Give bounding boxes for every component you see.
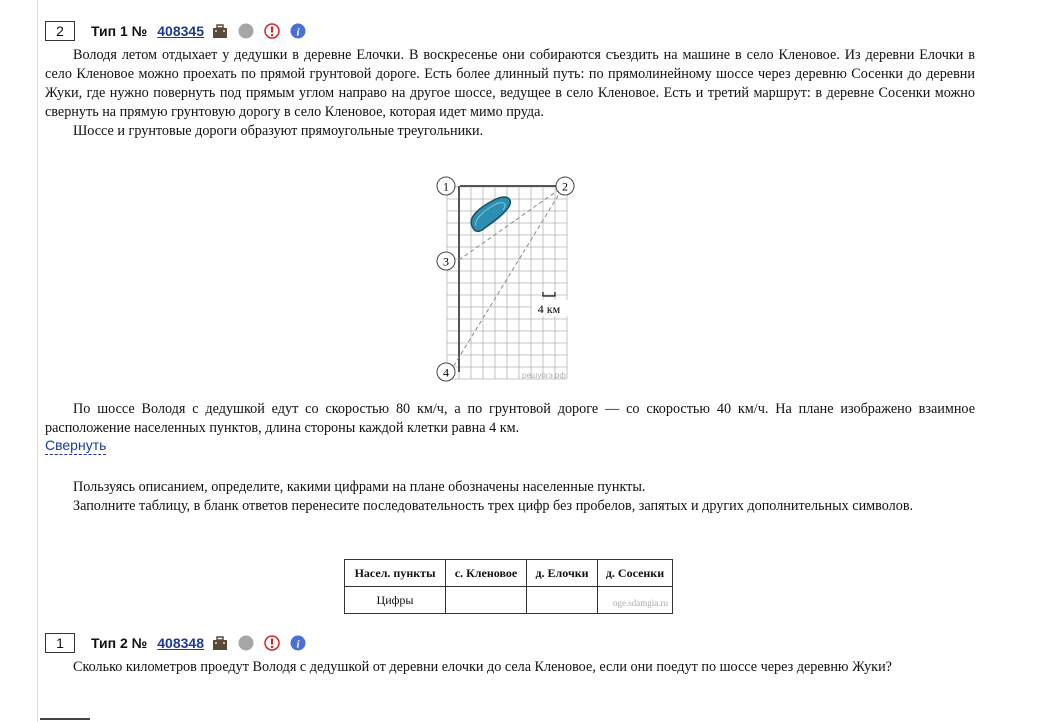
scale-label: 4 км bbox=[537, 302, 561, 316]
table-row bbox=[345, 587, 673, 614]
answer-number-box[interactable]: 1 bbox=[45, 633, 75, 653]
svg-text:i: i bbox=[296, 26, 300, 39]
grid bbox=[447, 187, 567, 379]
point-4 bbox=[437, 363, 455, 381]
task-paragraph: Пользуясь описанием, определите, какими цифрами на плане обозначены населенные пункты. bbox=[73, 479, 646, 495]
alert-icon[interactable] bbox=[264, 23, 280, 39]
task-paragraph: Володя летом отдыхает у дедушки в деревне Елочки. В воскресенье они собираются съездить на машине в село Кленовое. Из деревни Елочки в село Кленовое можно проехать по прямой грунтовой дороге. Есть более длинный путь: по прямолинейному шоссе через деревню Сосенки до деревни Жуки, где нужно повернуть под прямым углом направо на другое шоссе, ведущее в село Кленовое. Есть и третий маршрут: в деревне Сосенки можно свернуть на прямую грунтовую дорогу в село Кленовое, которая идет мимо пруда. bbox=[45, 47, 975, 120]
task-paragraph: Сколько километров проедут Володя с дедушкой от деревни елочки до села Кленовое, если они поедут по шоссе через деревню Жуки? bbox=[73, 659, 892, 675]
answer-cell-sosenki[interactable] bbox=[598, 587, 673, 614]
bottom-divider bbox=[40, 718, 90, 720]
svg-text:i: i bbox=[296, 638, 300, 651]
circle-icon[interactable] bbox=[238, 23, 254, 39]
table-watermark: oge.sdamgia.ru bbox=[613, 597, 668, 608]
map-figure bbox=[432, 172, 584, 384]
task-paragraph: Заполните таблицу, в бланк ответов перенесите последовательность трех цифр без пробелов, запятых и других дополнительных символов. bbox=[73, 498, 914, 514]
svg-text:2: 2 bbox=[562, 179, 568, 194]
briefcase-icon[interactable] bbox=[212, 23, 228, 39]
task-header bbox=[45, 632, 316, 654]
table-row-label: Цифры bbox=[345, 587, 446, 614]
answer-cell-klenovoe[interactable] bbox=[446, 587, 527, 614]
figure-watermark: решуогэ.рф bbox=[522, 371, 566, 380]
answer-cell-elochki[interactable] bbox=[527, 587, 598, 614]
point-1 bbox=[437, 177, 455, 195]
point-3 bbox=[437, 252, 455, 270]
left-rule bbox=[37, 0, 38, 722]
task-text bbox=[45, 400, 975, 438]
task-text bbox=[45, 658, 975, 677]
svg-text:1: 1 bbox=[443, 179, 449, 194]
task-text bbox=[45, 46, 975, 141]
briefcase-icon[interactable] bbox=[212, 635, 228, 651]
answer-table bbox=[344, 559, 673, 614]
task-text bbox=[45, 478, 975, 516]
task-type-label: Тип 2 № bbox=[91, 635, 148, 651]
point-2 bbox=[556, 177, 574, 195]
table-header-cell: Насел. пункты bbox=[345, 560, 446, 587]
circle-icon[interactable] bbox=[238, 635, 254, 651]
svg-text:4: 4 bbox=[443, 365, 449, 380]
info-icon[interactable] bbox=[290, 635, 306, 651]
svg-text:3: 3 bbox=[443, 254, 449, 269]
collapse-link[interactable]: Свернуть bbox=[45, 437, 107, 453]
pond bbox=[471, 197, 510, 231]
task-paragraph: По шоссе Володя с дедушкой едут со скоростью 80 км/ч, а по грунтовой дороге — со скоростью 40 км/ч. На плане изображено взаимное расположение населенных пунктов, длина стороны каждой клетки равна 4 км. bbox=[45, 401, 975, 436]
table-header-cell: д. Сосенки bbox=[598, 560, 673, 587]
table-header-cell: д. Елочки bbox=[527, 560, 598, 587]
task-type-label: Тип 1 № bbox=[91, 23, 148, 39]
task-paragraph: Шоссе и грунтовые дороги образуют прямоугольные треугольники. bbox=[73, 123, 484, 139]
info-icon[interactable] bbox=[290, 23, 306, 39]
table-header-cell: с. Кленовое bbox=[446, 560, 527, 587]
task-id-link[interactable]: 408348 bbox=[157, 635, 204, 651]
answer-number-box[interactable]: 2 bbox=[45, 21, 75, 41]
table-header-row bbox=[345, 560, 673, 587]
task-id-link[interactable]: 408345 bbox=[157, 23, 204, 39]
task-header bbox=[45, 20, 316, 42]
alert-icon[interactable] bbox=[264, 635, 280, 651]
